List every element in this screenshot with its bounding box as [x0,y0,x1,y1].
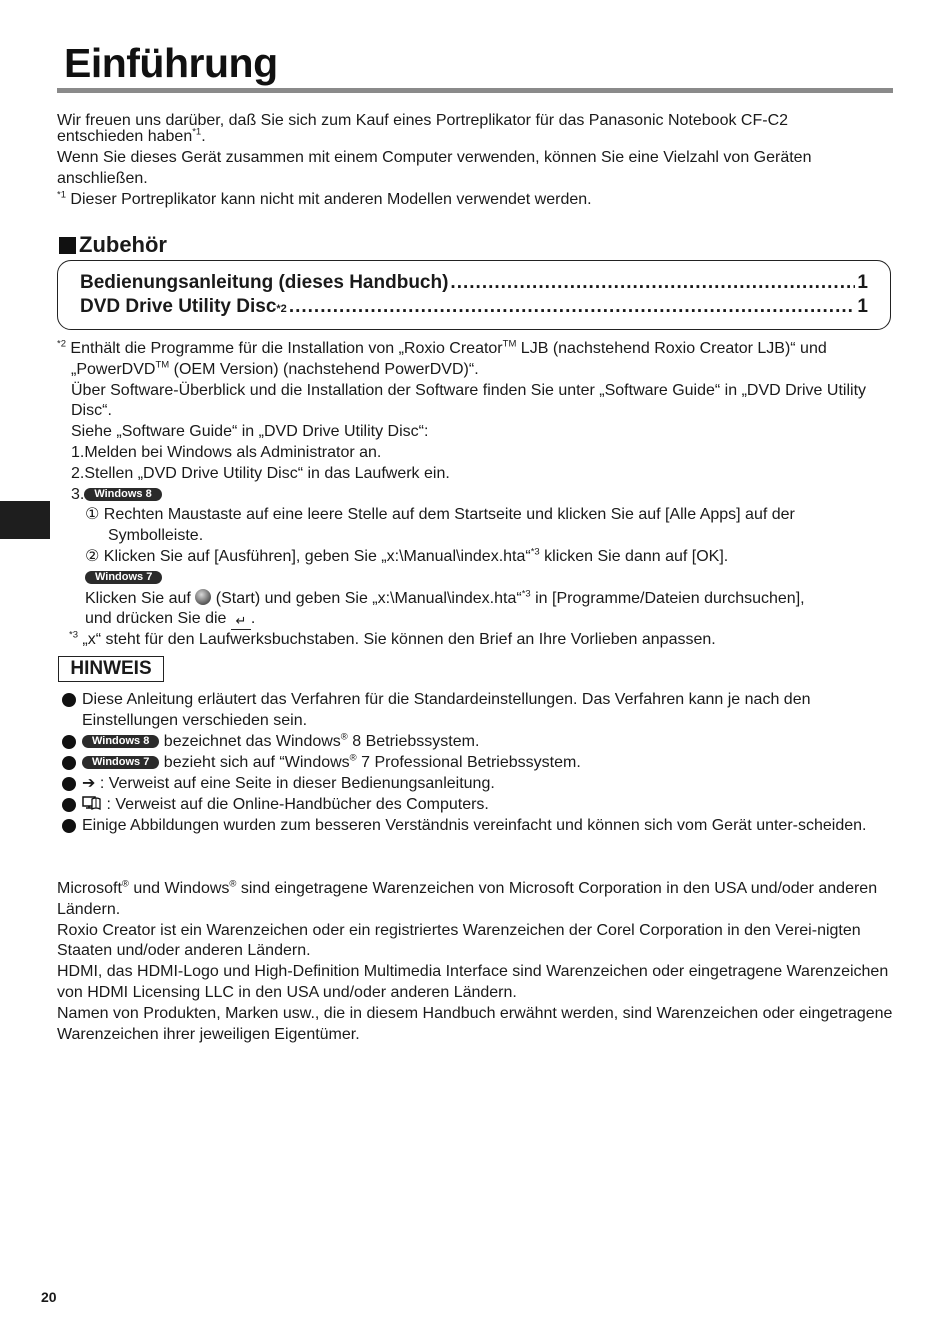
list-item: Windows 8 bezeichnet das Windows® 8 Betriebssystem. [62,732,890,753]
online-manual-icon [82,795,102,811]
bullet-icon [62,798,76,812]
list-item: Einige Abbildungen wurden zum besseren Verständnis vereinfacht und können sich vom Gerät unter-scheiden. [62,816,890,837]
accessory-item: Bedienungsanleitung (dieses Handbuch) ..... 1 [80,272,868,294]
hinweis-label: HINWEIS [58,656,164,682]
list-item: Windows 7 bezieht sich auf “Windows® 7 Professional Betriebssystem. [62,753,890,774]
dot-leader [289,296,856,318]
intro-paragraph [57,113,893,210]
dot-leader [450,272,855,294]
intro-line2: Wenn Sie dieses Gerät zusammen mit einem Computer verwenden, können Sie eine Vielzahl von Geräten anschließen. [57,149,812,187]
square-marker-icon [59,237,76,254]
windows-7-badge: Windows 7 [85,571,162,584]
bullet-icon [62,735,76,749]
footnote-3: $^{*3}$ „x“ steht für den Laufwerksbuchstaben. Sie können den Brief an Ihre Vorlieben anpassen. [69,630,716,649]
bullet-icon [62,819,76,833]
bullet-icon [62,756,76,770]
list-item: ➔ : Verweist auf eine Seite in dieser Bedienungsanleitung. [62,774,890,795]
bullet-icon [62,693,76,707]
section-side-tab [0,501,50,539]
accessory-item: DVD Drive Utility Disc *2 ..... 1 [80,296,868,318]
windows-8-badge: Windows 8 [84,488,161,501]
title-rule [57,88,893,93]
section-heading-accessories: Zubehör [59,232,167,258]
accessory-box [57,260,891,330]
enter-key-icon: ↵ [231,615,251,630]
footnote-2: $^{*2}$ Enthält die Programme für die Installation von „Roxio Creator™ LJB (nachstehend Roxio Creator LJB)“ und „PowerDVD™ (OEM Version) (nachstehend PowerDVD)“. Über Software-Überblick und die Installation der Software finden Sie unter „Software Guide“ in „DVD Drive Utility Disc“. Siehe „Software Guide“ in „DVD Drive Utility Disc“: 1.Melden bei Windows als Administrator an. 2.Stellen „DVD Drive Utility Disc“ in das Laufwerk ein. 3. Windows 8 ① Rechten Maustaste auf eine leere Stelle auf dem Startseite und klicken Sie auf [Alle Apps] auf der Symbolleiste. ② Klicken Sie auf [Ausführen], geben Sie „x:\Manual\index.hta“$^{*3}$ klicken Sie dann auf [OK]. Windows 7 Klicken Sie auf (Start) und geben Sie „x:\Manual\index.hta“$^{*3}$ in [Programme/Dateien durchsuchen], und drücken Sie die ↵ . $^{*3}$ „x“ steht für den Laufwerksbuchstaben. Sie können den Brief an Ihre Vorlieben anpassen. [57,339,893,651]
intro-line1: Wir freuen uns darüber, daß Sie sich zum Kauf eines Portreplikator für das Panasonic Notebook CF-C2 entschieden haben$^{*1}$. [57,112,789,145]
intro-footnote1: $^{*1}$ Dieser Portreplikator kann nicht mit anderen Modellen verwendet werden. [57,189,592,208]
trademark-notices: Microsoft® und Windows® sind eingetragene Warenzeichen von Microsoft Corporation in den USA und/oder anderen Ländern. Roxio Creator ist ein Warenzeichen oder ein registriertes Warenzeichen der Corel Corporation in den Verei-nigten Staaten und/oder anderen Ländern. HDMI, das HDMI-Logo und High-Definition Multimedia Interface sind Warenzeichen oder eingetragene Warenzeichen von HDMI Licensing LLC in den USA und/oder anderen Ländern. Namen von Produkten, Marken usw., die in diesem Handbuch erwähnt werden, sind Warenzeichen oder eingetragene Warenzeichen ihrer jeweiligen Eigentümer. [57,878,893,1043]
windows-8-badge: Windows 8 [82,735,159,748]
windows-7-badge: Windows 7 [82,756,159,769]
page-number: 20 [41,1289,57,1305]
list-item: Diese Anleitung erläutert das Verfahren für die Standardeinstellungen. Das Verfahren kann je nach den Einstellungen verschieden sein. [62,690,890,732]
list-item: : Verweist auf die Online-Handbücher des Computers. [62,795,890,816]
arrow-right-icon: ➔ [82,775,96,792]
page-title: Einführung [64,40,278,86]
windows-start-icon [195,589,211,605]
bullet-icon [62,777,76,791]
